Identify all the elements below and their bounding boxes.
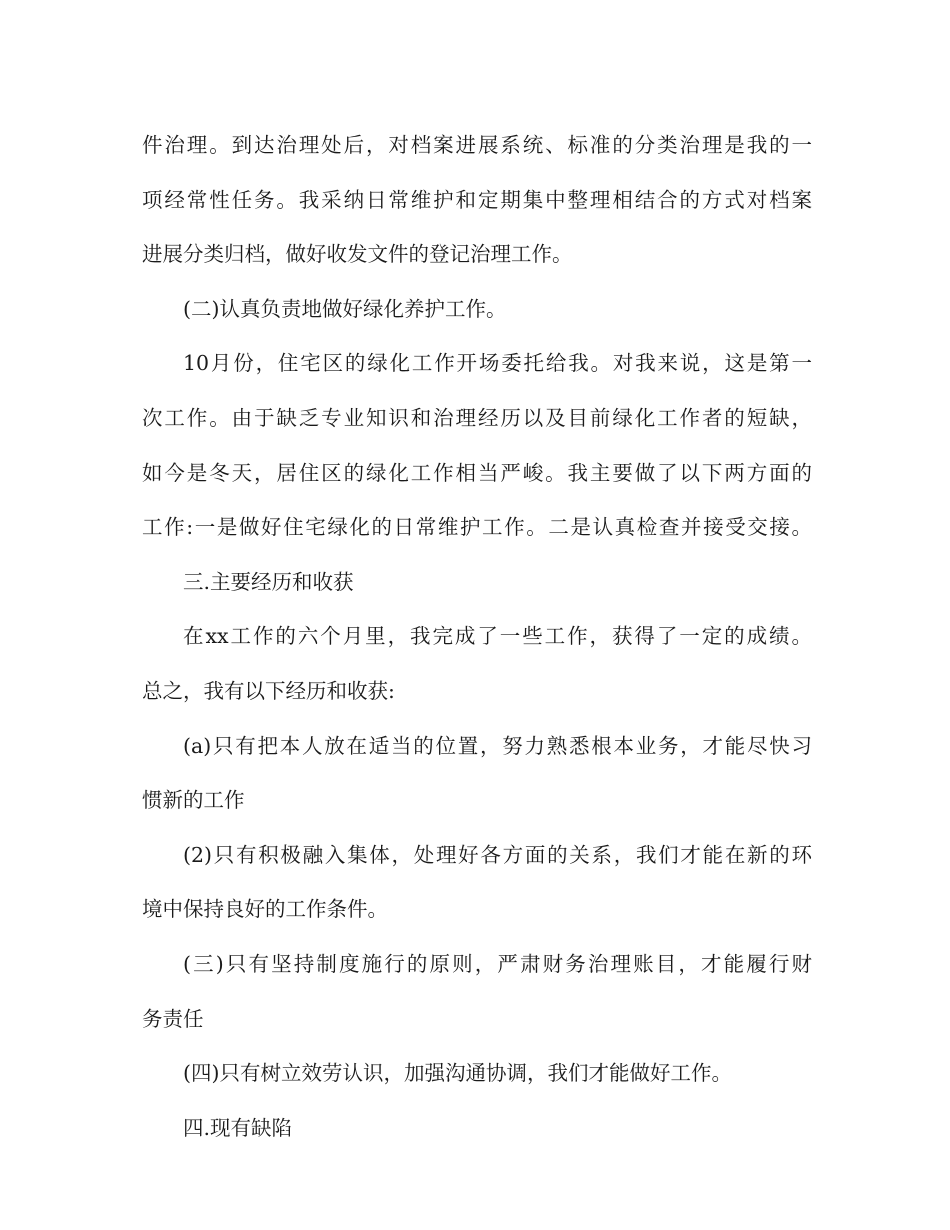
text-line: 件治理。到达治理处后，对档案进展系统、标准的分类治理是我的一 [142,133,812,157]
text-line: (二)认真负责地做好绿化养护工作。 [183,296,507,321]
text-line: 工作:一是做好住宅绿化的日常维护工作。二是认真检查并接受交接。 [142,515,812,540]
text-line: (四)只有树立效劳认识，加强沟通协调，我们才能做好工作。 [183,1061,732,1086]
text-line: 境中保持良好的工作条件。 [142,897,388,922]
text-line: (三)只有坚持制度施行的原则，严肃财务治理账目，才能履行财 [183,951,812,976]
text-line: 10月份，住宅区的绿化工作开场委托给我。对我来说，这是第一 [183,351,812,376]
text-line: 在xx工作的六个月里，我完成了一些工作，获得了一定的成绩。 [183,624,812,649]
document-body [142,118,812,1155]
text-line: 总之，我有以下经历和收获: [142,678,395,703]
text-line: 惯新的工作 [142,788,245,813]
text-line: 项经常性任务。我采纳日常维护和定期集中整理相结合的方式对档案 [142,187,812,212]
text-line: 三.主要经历和收获 [183,569,354,594]
text-line: (a)只有把本人放在适当的位置，努力熟悉根本业务，才能尽快习 [183,733,812,758]
text-line: 次工作。由于缺乏专业知识和治理经历以及目前绿化工作者的短缺， [142,405,812,430]
text-line: 进展分类归档，做好收发文件的登记治理工作。 [142,242,573,267]
text-line: (2)只有积极融入集体，处理好各方面的关系，我们才能在新的环 [183,842,812,867]
text-line: 务责任 [142,1006,204,1031]
text-line: 四.现有缺陷 [183,1115,293,1140]
text-line: 如今是冬天，居住区的绿化工作相当严峻。我主要做了以下两方面的 [142,460,812,485]
